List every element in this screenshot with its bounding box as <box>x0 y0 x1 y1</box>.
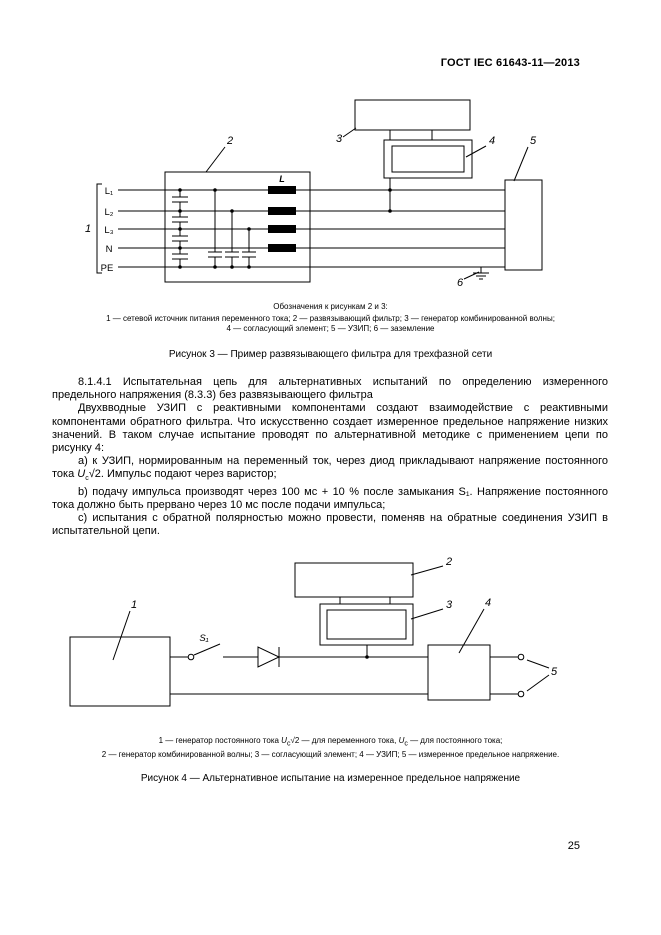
figure4-legend <box>0 736 661 760</box>
figure4-callout-2: 2 <box>445 556 453 568</box>
item-a-var-sub: c <box>85 475 89 483</box>
legend4-s2: c <box>404 740 408 748</box>
page-number: 25 <box>567 840 580 852</box>
figure3-diagram <box>0 90 661 305</box>
figure3-wiring <box>97 100 542 282</box>
figure3-caption: Рисунок 3 — Пример развязывающего фильтра для трехфазной сети <box>168 349 493 360</box>
legend4-v1: U <box>281 736 287 745</box>
figure4-callout-5: 5 <box>550 666 558 678</box>
figure3-legend-title: Обозначения к рисункам 2 и 3: <box>273 302 388 311</box>
item-a-var: U <box>77 468 86 481</box>
body-item-a <box>52 455 608 486</box>
figure4 <box>0 550 661 720</box>
figure3-callout-1: 1 <box>84 223 92 235</box>
figure3-callout-3: 3 <box>335 133 343 145</box>
item-a-post: . Импульс подают через варистор; <box>100 468 277 481</box>
line-label-l2: L₂ <box>104 207 114 218</box>
item-a-sqrt: √2 <box>88 468 101 481</box>
figure3-legend-line2: 4 — согласующий элемент; 5 — УЗИП; 6 — заземление <box>226 324 435 333</box>
legend4-s1: c <box>286 740 291 748</box>
figure4-callout-4: 4 <box>484 597 492 609</box>
item-a-pre: а) к УЗИП, нормированным на переменный ток, через диод прикладывают напряжение постоянного тока <box>52 455 608 481</box>
body-item-b: b) подачу импульса производят через 100 мс + 10 % после замыкания S₁. Напряжение постоянного тока должно быть прервано через 10 мс после подачи импульса; <box>52 485 608 512</box>
figure3-callout-2: 2 <box>226 135 234 147</box>
figure3 <box>0 90 661 310</box>
figure4-callout-1: 1 <box>130 599 138 611</box>
legend4-c: — для постоянного тока; <box>407 736 503 745</box>
figure3-legend <box>0 302 661 334</box>
figure4-legend-line1 <box>0 736 661 750</box>
figure4-legend-line2: 2 — генератор комбинированной волны; 3 — согласующий элемент; 4 — УЗИП; 5 — измеренное предельное напряжение. <box>101 749 560 759</box>
legend4-v2: U <box>398 736 405 745</box>
figure3-components <box>178 186 392 269</box>
inductor-label: L <box>279 174 285 184</box>
figure3-legend-line1: 1 — сетевой источник питания переменного тока; 2 — развязывающий фильтр; 3 — генератор комбинированной волны; <box>106 314 555 323</box>
figure3-callout-5: 5 <box>529 135 537 147</box>
legend4-a: 1 — генератор постоянного тока <box>158 736 282 745</box>
legend4-b: √2 — для переменного тока, <box>290 736 399 745</box>
line-label-n: N <box>105 244 113 255</box>
line-label-pe: PE <box>100 263 114 274</box>
figure4-callout-3: 3 <box>445 599 453 611</box>
figure4-labels <box>131 556 558 678</box>
figure3-callout-6: 6 <box>456 277 464 289</box>
figure3-callout-4: 4 <box>488 135 496 147</box>
figure4-diagram <box>0 550 661 715</box>
line-label-l1: L₁ <box>104 186 114 197</box>
body-paragraph-2: Двухвводные УЗИП с реактивными компонентами создают взаимодействие с реактивными компонентами обратного фильтра. Что искусственно создает измеренное предельное напряжение низких значений. В таком случае испытание проводят по альтернативной методике с применением цепи по рисунку 4: <box>52 402 608 455</box>
line-label-l3: L₃ <box>104 225 114 236</box>
body-paragraph-heading: 8.1.4.1 Испытательная цепь для альтернативных испытаний по определению измеренного предельного напряжения (8.3.3) без развязывающего фильтра <box>52 376 608 402</box>
switch-label: S₁ <box>199 633 209 644</box>
body-item-c: с) испытания с обратной полярностью можно провести, поменяв на обратные соединения УЗИП в испытательной цепи. <box>52 512 608 538</box>
figure4-components <box>365 655 369 659</box>
body-text <box>52 376 608 539</box>
figure4-caption: Рисунок 4 — Альтернативное испытание на измеренное предельное напряжение <box>140 773 521 784</box>
figure4-wiring <box>70 563 549 706</box>
document-title: ГОСТ IEC 61643-11—2013 <box>440 57 580 69</box>
